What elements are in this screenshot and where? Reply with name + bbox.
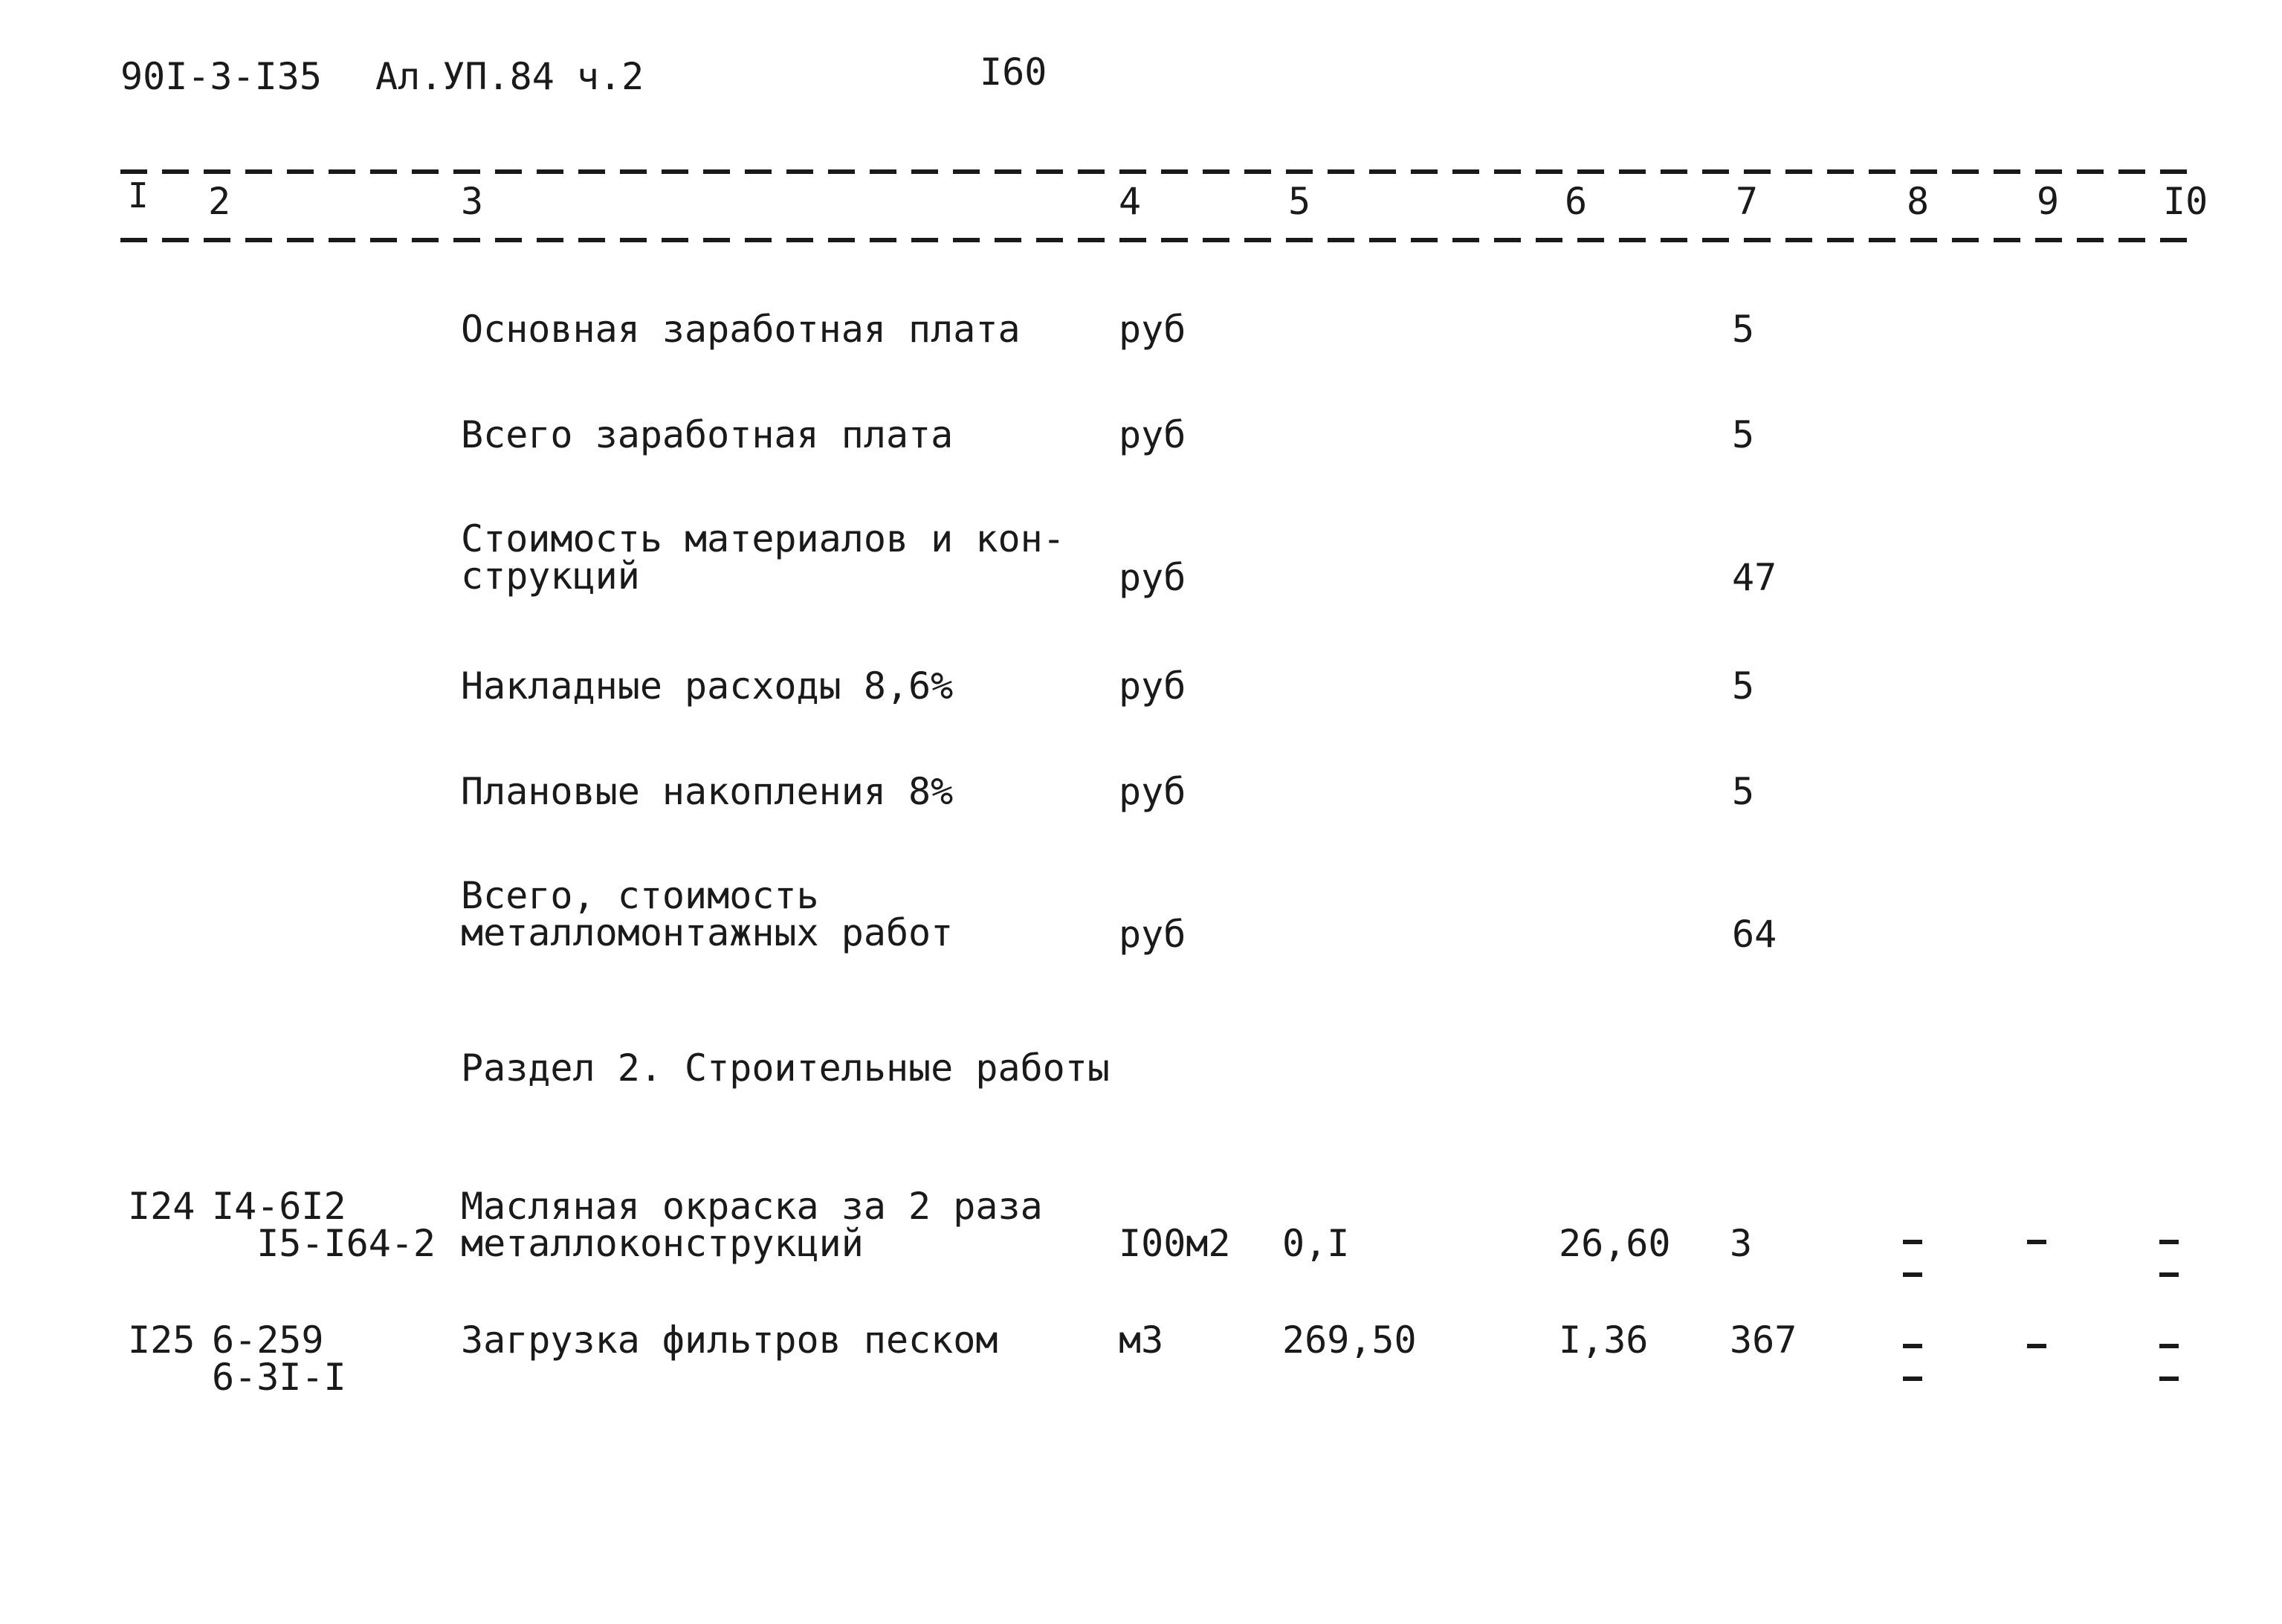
item-col8-value bbox=[1903, 1219, 1921, 1249]
item-unit: м3 bbox=[1119, 1319, 1164, 1362]
item-unit: I00м2 bbox=[1119, 1222, 1231, 1265]
summary-row-name: Стоимость материалов и кон- струкций bbox=[461, 517, 1065, 598]
summary-row-unit: руб bbox=[1119, 913, 1186, 956]
item-quantity: 269,50 bbox=[1282, 1319, 1417, 1362]
item-col9-value bbox=[2027, 1323, 2045, 1353]
summary-row-total: 5 bbox=[1732, 664, 1755, 708]
dash-mark bbox=[1903, 1272, 1922, 1277]
item-total: 3 bbox=[1730, 1222, 1753, 1265]
summary-row-name: Основная заработная плата bbox=[461, 308, 1021, 351]
column-header-7: 7 bbox=[1736, 180, 1759, 223]
column-header-2: 2 bbox=[208, 180, 231, 223]
summary-row-unit: руб bbox=[1119, 308, 1186, 351]
column-header-3: 3 bbox=[461, 180, 484, 223]
column-header-10: I0 bbox=[2163, 180, 2208, 223]
section-title: Раздел 2. Строительные работы bbox=[461, 1046, 1110, 1090]
summary-row-unit: руб bbox=[1119, 770, 1186, 813]
summary-row-total: 47 bbox=[1732, 556, 1777, 599]
dash-mark bbox=[2159, 1376, 2179, 1381]
column-header-9: 9 bbox=[2037, 180, 2060, 223]
summary-row-unit: руб bbox=[1119, 413, 1186, 456]
item-total: 367 bbox=[1730, 1319, 1797, 1362]
column-header-6: 6 bbox=[1565, 180, 1588, 223]
column-header-8: 8 bbox=[1907, 180, 1930, 223]
item-codes: 6-259 6-3I-I bbox=[212, 1319, 346, 1399]
item-col8-value bbox=[1903, 1323, 1921, 1353]
summary-row-total: 5 bbox=[1732, 413, 1755, 456]
column-header-4: 4 bbox=[1119, 180, 1142, 223]
summary-row-total: 64 bbox=[1732, 913, 1777, 956]
item-col9-value bbox=[2027, 1219, 2045, 1249]
summary-row-name: Всего, стоимость металломонтажных работ bbox=[461, 874, 954, 954]
summary-row-unit: руб bbox=[1119, 664, 1186, 708]
album-reference: Ал.УП.84 ч.2 bbox=[375, 55, 644, 98]
summary-row-name: Плановые накопления 8% bbox=[461, 770, 954, 813]
item-quantity: 0,I bbox=[1282, 1222, 1350, 1265]
summary-row-unit: руб bbox=[1119, 556, 1186, 599]
item-unit-price: I,36 bbox=[1559, 1319, 1649, 1362]
item-col10-value bbox=[2159, 1323, 2177, 1353]
dash-mark bbox=[2159, 1272, 2179, 1277]
header-bottom-rule bbox=[120, 238, 2202, 242]
page-number: I60 bbox=[980, 51, 1047, 94]
item-codes: I4-6I2 I5-I64-2 bbox=[212, 1185, 436, 1265]
summary-row-name: Накладные расходы 8,6% bbox=[461, 664, 954, 708]
column-header-1: I bbox=[128, 175, 149, 216]
item-number: I25 bbox=[128, 1319, 195, 1362]
header-top-rule bbox=[120, 169, 2202, 174]
dash-mark bbox=[1903, 1376, 1922, 1381]
item-name: Масляная окраска за 2 раза металлоконструкций bbox=[461, 1185, 1043, 1265]
document-code: 90I-3-I35 bbox=[120, 55, 322, 98]
summary-row-total: 5 bbox=[1732, 770, 1755, 813]
item-col10-value bbox=[2159, 1219, 2177, 1249]
item-unit-price: 26,60 bbox=[1559, 1222, 1671, 1265]
item-name: Загрузка фильтров песком bbox=[461, 1319, 998, 1362]
summary-row-total: 5 bbox=[1732, 308, 1755, 351]
column-header-5: 5 bbox=[1288, 180, 1311, 223]
summary-row-name: Всего заработная плата bbox=[461, 413, 954, 456]
item-number: I24 bbox=[128, 1185, 195, 1228]
